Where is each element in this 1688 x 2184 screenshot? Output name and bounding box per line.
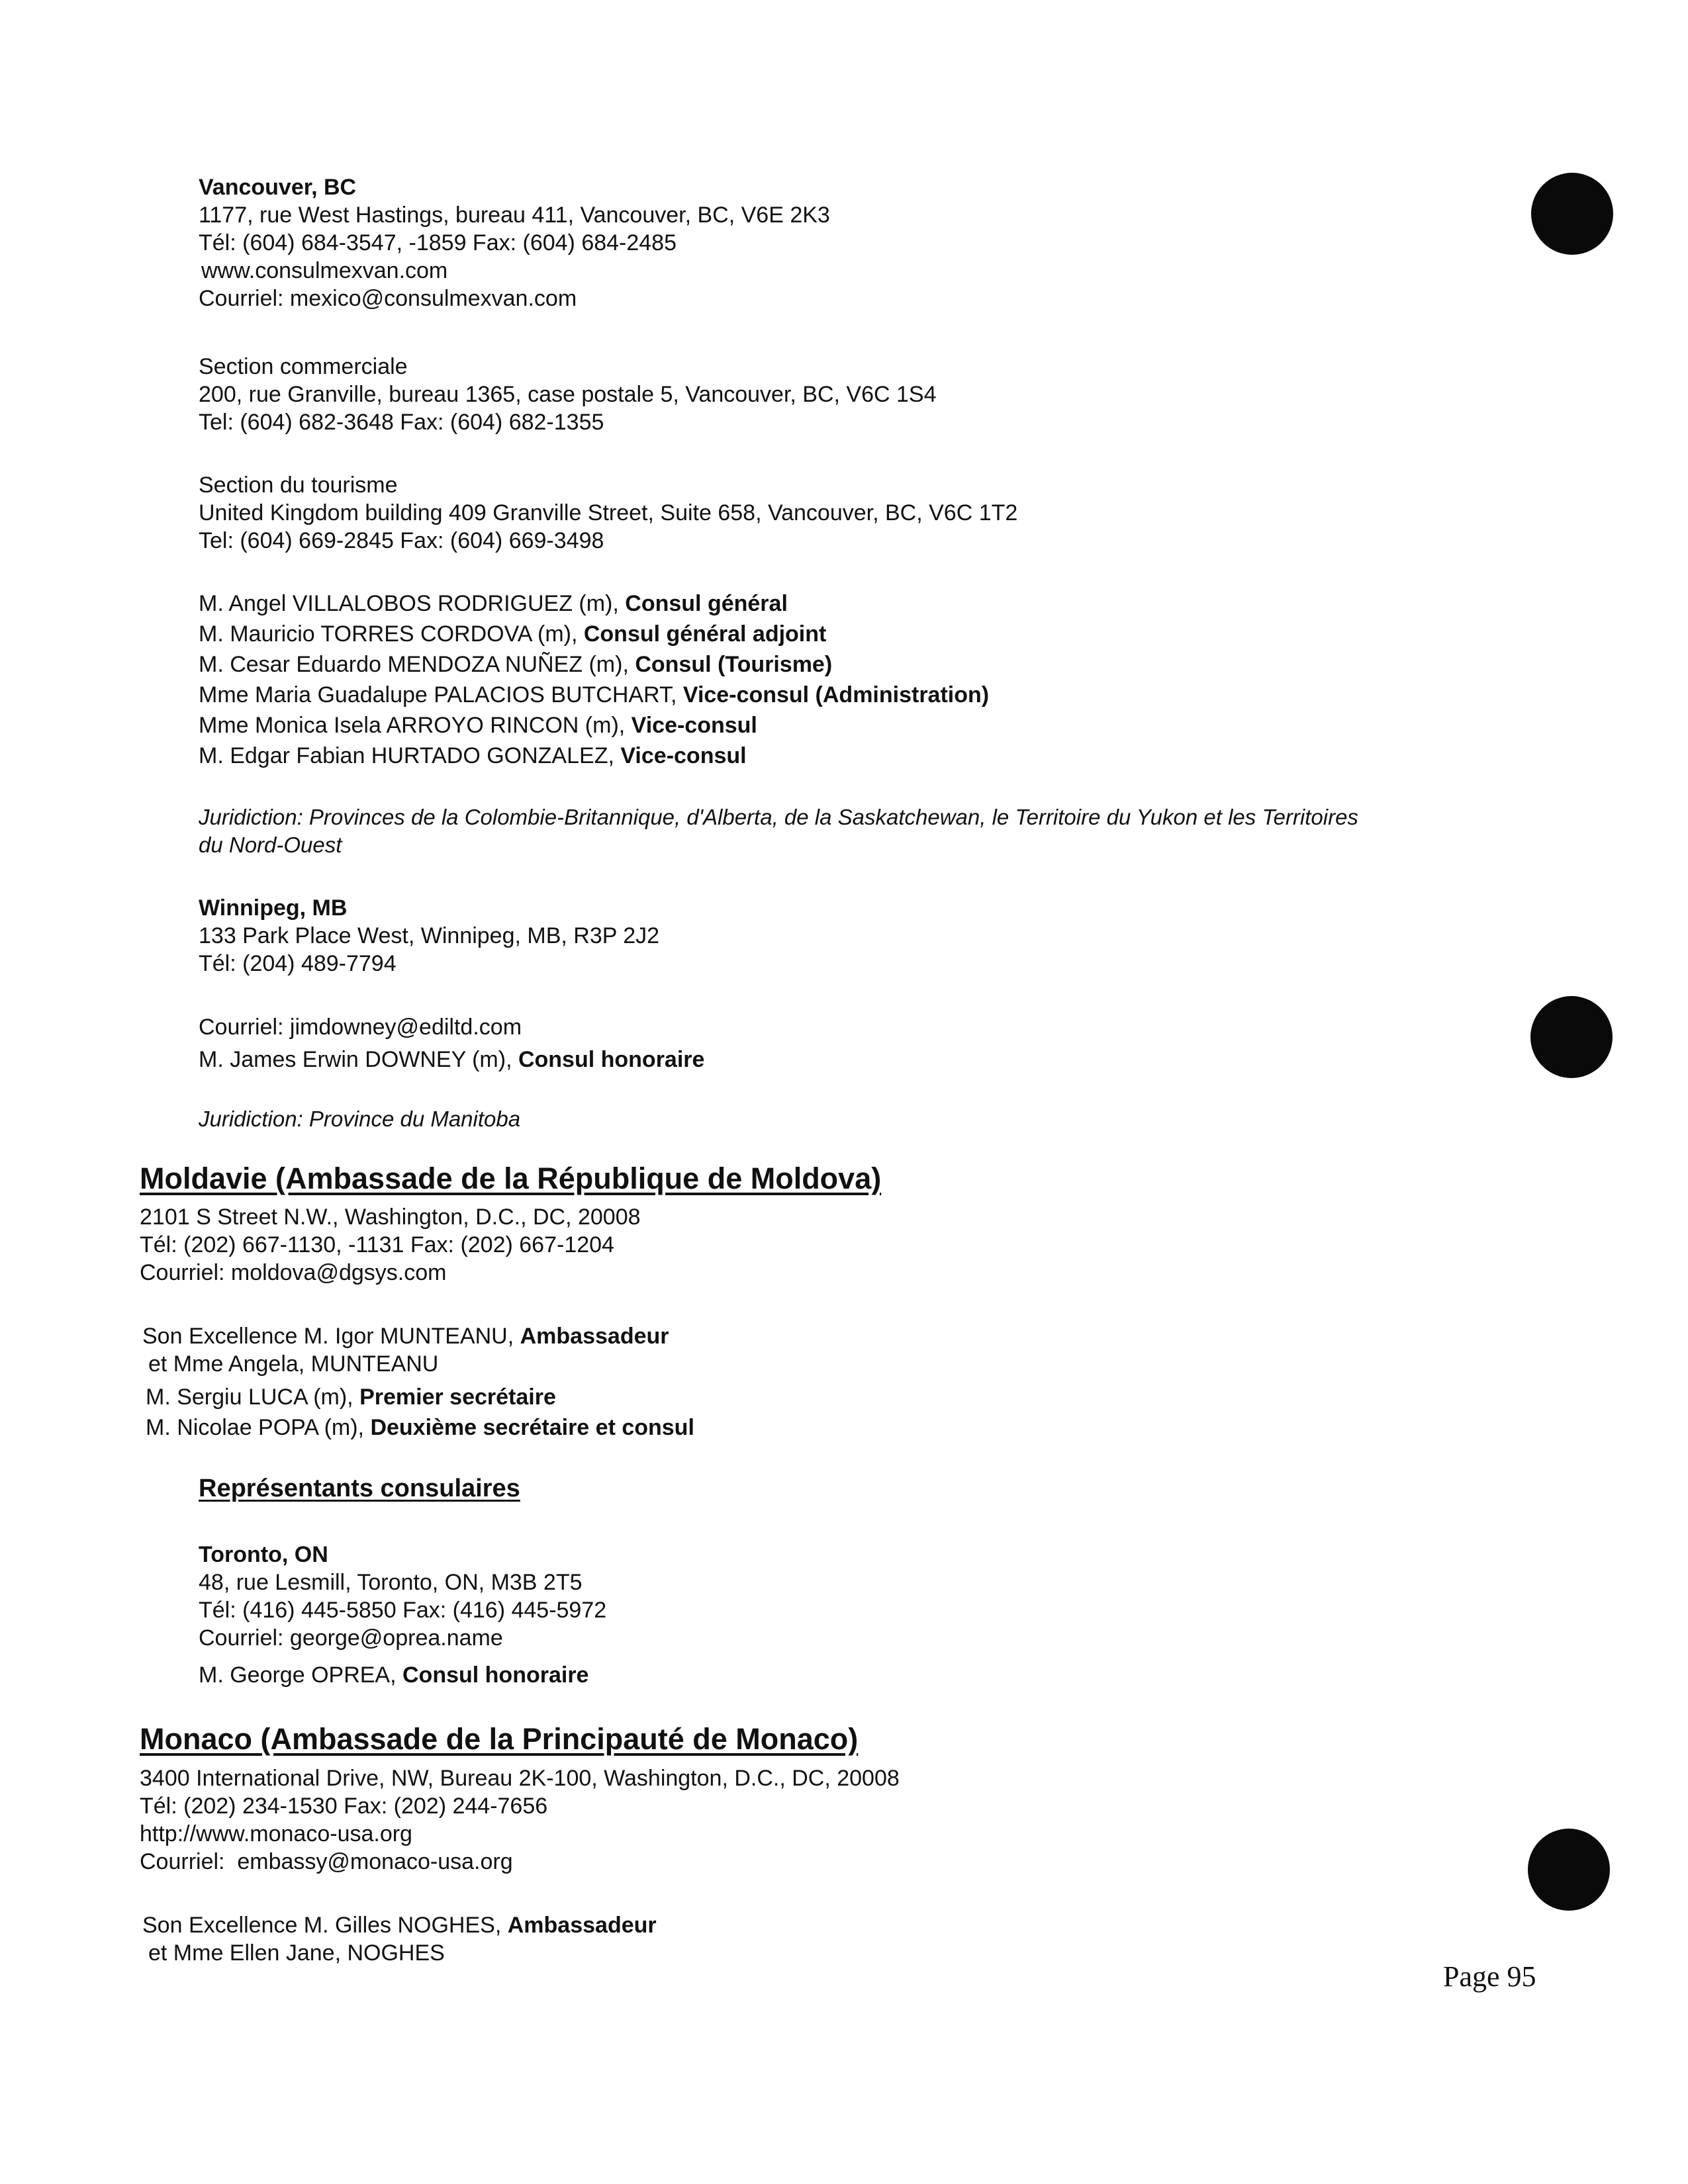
vancouver-jurisdiction-line-1: Juridiction: Provinces de la Colombie-Britannique, d'Alberta, de la Saskatchewan, le Territoire du Yukon et les Territoires bbox=[199, 805, 1358, 829]
staff-name: M. Nicolae POPA (m), bbox=[146, 1415, 371, 1440]
vancouver-jurisdiction-line-2: du Nord-Ouest bbox=[199, 833, 342, 857]
punch-hole-middle bbox=[1530, 996, 1613, 1078]
staff-title: Consul (Tourisme) bbox=[635, 652, 833, 677]
ambassador-name: Son Excellence M. Gilles NOGHES, bbox=[142, 1913, 508, 1938]
staff-title: Consul général bbox=[625, 591, 788, 616]
staff-title: Consul honoraire bbox=[518, 1047, 705, 1072]
winnipeg-city: Winnipeg, MB bbox=[199, 895, 348, 921]
toronto-city: Toronto, ON bbox=[199, 1542, 328, 1567]
staff-entry bbox=[199, 620, 989, 648]
staff-name: M. Cesar Eduardo MENDOZA NUÑEZ (m), bbox=[199, 652, 635, 677]
staff-name: M. Mauricio TORRES CORDOVA (m), bbox=[199, 621, 584, 647]
ambassador-title: Ambassadeur bbox=[507, 1913, 657, 1938]
section-commerciale-address: 200, rue Granville, bureau 1365, case postale 5, Vancouver, BC, V6C 1S4 bbox=[199, 382, 937, 407]
consular-representatives-heading: Représentants consulaires bbox=[199, 1475, 520, 1502]
winnipeg-email: Courriel: jimdowney@ediltd.com bbox=[199, 1015, 522, 1040]
vancouver-email: Courriel: mexico@consulmexvan.com bbox=[199, 286, 577, 311]
staff-title: Vice-consul (Administration) bbox=[682, 682, 990, 707]
staff-name: M. Angel VILLALOBOS RODRIGUEZ (m), bbox=[199, 591, 626, 616]
staff-name: M. George OPREA, bbox=[199, 1662, 402, 1688]
staff-name: Mme Maria Guadalupe PALACIOS BUTCHART, bbox=[199, 682, 683, 707]
page-number: Page 95 bbox=[1443, 1960, 1536, 1993]
punch-hole-bottom bbox=[1528, 1829, 1610, 1911]
section-tourisme-phone: Tel: (604) 669-2845 Fax: (604) 669-3498 bbox=[199, 528, 604, 553]
moldavie-email: Courriel: moldova@dgsys.com bbox=[140, 1260, 447, 1285]
staff-title: Deuxième secrétaire et consul bbox=[370, 1415, 694, 1440]
staff-entry bbox=[199, 590, 989, 617]
ambassador-title: Ambassadeur bbox=[520, 1324, 669, 1349]
vancouver-city: Vancouver, BC bbox=[199, 175, 357, 200]
monaco-ambassador bbox=[142, 1911, 657, 1939]
staff-title: Vice-consul bbox=[620, 743, 747, 768]
staff-title: Consul honoraire bbox=[402, 1662, 589, 1688]
winnipeg-address: 133 Park Place West, Winnipeg, MB, R3P 2J2 bbox=[199, 923, 660, 948]
vancouver-website: www.consulmexvan.com bbox=[201, 258, 448, 283]
section-tourisme-address: United Kingdom building 409 Granville Street, Suite 658, Vancouver, BC, V6C 1T2 bbox=[199, 500, 1018, 525]
toronto-address: 48, rue Lesmill, Toronto, ON, M3B 2T5 bbox=[199, 1570, 583, 1595]
winnipeg-phone: Tél: (204) 489-7794 bbox=[199, 951, 397, 976]
moldavie-phone: Tél: (202) 667-1130, -1131 Fax: (202) 667-1204 bbox=[140, 1232, 614, 1257]
moldavie-heading: Moldavie (Ambassade de la République de Moldova) bbox=[140, 1161, 882, 1195]
section-commerciale-title: Section commerciale bbox=[199, 354, 408, 379]
moldavie-ambassador bbox=[142, 1322, 669, 1350]
staff-entry bbox=[199, 681, 989, 709]
moldavie-staff-entry bbox=[146, 1383, 556, 1411]
monaco-email: Courriel: embassy@monaco-usa.org bbox=[140, 1849, 513, 1874]
section-commerciale-phone: Tel: (604) 682-3648 Fax: (604) 682-1355 bbox=[199, 410, 604, 435]
monaco-spouse: et Mme Ellen Jane, NOGHES bbox=[148, 1940, 445, 1966]
staff-title: Vice-consul bbox=[631, 713, 757, 738]
moldavie-spouse: et Mme Angela, MUNTEANU bbox=[148, 1351, 439, 1377]
staff-name: Mme Monica Isela ARROYO RINCON (m), bbox=[199, 713, 632, 738]
toronto-staff-entry bbox=[199, 1661, 588, 1689]
moldavie-address: 2101 S Street N.W., Washington, D.C., DC, 20008 bbox=[140, 1205, 641, 1230]
winnipeg-jurisdiction: Juridiction: Province du Manitoba bbox=[199, 1107, 521, 1131]
staff-title: Consul général adjoint bbox=[583, 621, 827, 647]
staff-entry bbox=[199, 742, 989, 770]
vancouver-staff-list bbox=[199, 590, 989, 770]
staff-name: M. Edgar Fabian HURTADO GONZALEZ, bbox=[199, 743, 621, 768]
staff-name: M. James Erwin DOWNEY (m), bbox=[199, 1047, 518, 1072]
toronto-phone: Tél: (416) 445-5850 Fax: (416) 445-5972 bbox=[199, 1598, 607, 1623]
section-tourisme-title: Section du tourisme bbox=[199, 473, 398, 498]
toronto-email: Courriel: george@oprea.name bbox=[199, 1625, 503, 1651]
punch-hole-top bbox=[1531, 173, 1613, 255]
staff-entry bbox=[199, 711, 989, 739]
monaco-phone: Tél: (202) 234-1530 Fax: (202) 244-7656 bbox=[140, 1794, 548, 1819]
monaco-website: http://www.monaco-usa.org bbox=[140, 1821, 412, 1846]
ambassador-name: Son Excellence M. Igor MUNTEANU, bbox=[142, 1324, 520, 1349]
staff-entry bbox=[199, 651, 989, 678]
monaco-address: 3400 International Drive, NW, Bureau 2K-100, Washington, D.C., DC, 20008 bbox=[140, 1766, 900, 1791]
monaco-heading: Monaco (Ambassade de la Principauté de Monaco) bbox=[140, 1722, 859, 1756]
vancouver-address: 1177, rue West Hastings, bureau 411, Vancouver, BC, V6E 2K3 bbox=[199, 203, 830, 228]
moldavie-staff-entry bbox=[146, 1414, 694, 1441]
staff-title: Premier secrétaire bbox=[359, 1385, 556, 1410]
winnipeg-staff-entry bbox=[199, 1046, 704, 1073]
vancouver-phone: Tél: (604) 684-3547, -1859 Fax: (604) 684-2485 bbox=[199, 230, 677, 255]
staff-name: M. Sergiu LUCA (m), bbox=[146, 1385, 360, 1410]
